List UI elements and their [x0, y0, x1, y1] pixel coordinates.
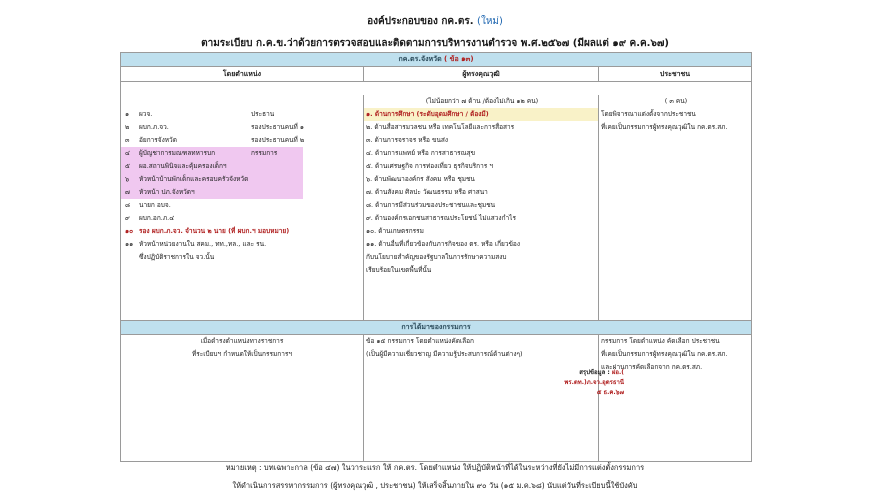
acquisition-position-column — [121, 335, 364, 461]
expert-field-row: ๑๑. ด้านอื่นที่เกี่ยวข้องกับภารกิจของ ตร. หรือ เกี่ยวข้อง — [366, 240, 521, 248]
acquisition-public-line: ที่เคยเป็นกรรมการผู้ทรงคุณวุฒิใน กค.ตร.สภ. — [601, 350, 728, 358]
summary-stamp — [520, 368, 624, 398]
title-text: องค์ประกอบของ กค.ตร. — [367, 16, 474, 27]
acquisition-expert-column — [364, 335, 599, 461]
expert-field-row: ๖. ด้านพัฒนาองค์กร สังคม หรือ ชุมชน — [366, 175, 475, 183]
expert-limit-note: (ไม่น้อยกว่า ๗ ด้าน /ต้องไม่เกิน ๑๒ คน) — [425, 97, 539, 105]
position-member-row — [121, 225, 363, 238]
position-member-row — [121, 238, 363, 251]
member-number: ๗ — [125, 188, 130, 196]
summary-label: สรุปข้อมูล : — [579, 369, 610, 376]
position-member-row — [121, 134, 363, 147]
header-experts: ผู้ทรงคุณวุฒิ — [364, 67, 599, 81]
summary-by: ฝอ.( พร.ตท.)ภ.จว.อุดรธานี — [564, 369, 624, 386]
header-by-position: โดยตำแหน่ง — [121, 67, 364, 81]
expert-field-row: เรียบร้อยในเขตพื้นที่นั้น — [366, 266, 432, 274]
acquisition-public-line: และผ่านการคัดเลือกจาก กค.ตร.สภ. — [601, 363, 703, 371]
member-name: อัยการจังหวัด — [139, 136, 177, 144]
table-header-row — [121, 67, 751, 82]
member-number: ๓ — [125, 136, 130, 144]
expert-field-row: ๔. ด้านการแพทย์ หรือ การสาธารณสุข — [366, 149, 476, 157]
position-member-row — [121, 199, 363, 212]
member-name: หัวหน้า ปภ.จังหวัดฯ — [139, 188, 195, 196]
public-line: ที่เคยเป็นกรรมการผู้ทรงคุณวุฒิใน กค.ตร.สภ. — [601, 123, 728, 131]
summary-date: ๕ ธ.ค.๖๗ — [596, 389, 624, 396]
acquisition-expert-line: (เป็นผู้มีความเชี่ยวชาญ มีความรู้ประสบการณ์ด้านต่างๆ) — [366, 350, 523, 358]
member-number: ๘ — [125, 201, 131, 209]
position-member-row — [121, 186, 303, 199]
expert-field-row: ๕. ด้านเศรษฐกิจ การท่องเที่ยว ธุรกิจบริการ ฯ — [366, 162, 493, 170]
expert-field-row: ๘. ด้านการมีส่วนร่วมของประชาชนและชุมชน — [366, 201, 496, 209]
members-section — [121, 95, 751, 321]
expert-fields-column — [364, 95, 599, 320]
expert-field-row: ๑๐. ด้านเกษตรกรรม — [366, 227, 424, 235]
position-member-row — [121, 121, 363, 134]
public-count-note: ( ๓ คน) — [664, 97, 688, 105]
member-name: รอง ผบก.ภ.จว. จำนวน ๒ นาย (ที่ ผบก.ฯ มอบหมาย) — [139, 227, 290, 235]
member-number: ๖ — [125, 175, 130, 183]
band-label: กค.ตร.จังหวัด — [398, 55, 442, 63]
expert-field-row: ๗. ด้านสังคม ศิลปะ วัฒนธรรม หรือ ศาสนา — [366, 188, 488, 196]
expert-field-row: ๙. ด้านองค์กรเอกชนสาธารณประโยชน์ ไม่แสวงกำไร — [366, 214, 516, 222]
expert-field-row: ๒. ด้านสื่อสารมวลชน หรือ เทคโนโลยีและการสื่อสาร — [366, 123, 515, 131]
member-role: ประธาน — [251, 110, 275, 118]
position-member-row — [121, 147, 303, 160]
document-subtitle: ตามระเบียบ ก.ค.ข.ว่าด้วยการตรวจสอบและติดตามการบริหารงานตำรวจ พ.ศ.๒๕๖๗ (มีผลแต่ ๑๙ ค.ค.๖๗) — [201, 38, 669, 49]
acquisition-band: การได้มาของกรรมการ — [121, 321, 751, 335]
acquisition-position-line: เมื่อดำรงตำแหน่งทางราชการ — [200, 337, 284, 345]
position-members-column — [121, 95, 364, 320]
position-member-row — [121, 212, 363, 225]
position-member-row — [121, 251, 363, 264]
member-name: ผู้บัญชาการมณฑลทหารบก — [139, 149, 216, 157]
table-band — [121, 53, 751, 67]
acquisition-position-line: ที่ระเบียบฯ กำหนดให้เป็นกรรมการฯ — [192, 350, 292, 358]
member-name: ผอ.สถานพินิจและคุ้มครองเด็กฯ — [139, 162, 227, 170]
member-name: ซึ่งปฏิบัติราชการใน จว.นั้น — [139, 253, 215, 261]
member-number: ๙ — [125, 214, 130, 222]
member-role: รองประธานคนที่ ๑ — [251, 123, 305, 131]
position-member-row — [121, 173, 303, 186]
header-public: ประชาชน — [659, 70, 691, 78]
member-role: กรรมการ — [251, 149, 278, 157]
expert-field-row: ๓. ด้านการจราจร หรือ ขนส่ง — [366, 136, 449, 144]
member-name: นายก อบจ. — [139, 201, 171, 209]
member-number: ๕ — [125, 162, 130, 170]
member-number: ๔ — [125, 149, 130, 157]
band-clause: ( ข้อ ๑๓) — [444, 55, 474, 63]
member-name: หัวหน้าบ้านพักเด็กและครอบครัวจังหวัด — [139, 175, 249, 183]
acquisition-public-column — [599, 335, 751, 461]
composition-table — [120, 52, 752, 462]
title-new-tag: (ใหม่) — [477, 16, 503, 27]
member-name: หัวหน้าหน่วยงานใน สคม., ทท.,ทล., และ รน. — [139, 240, 267, 248]
acquisition-section — [121, 335, 751, 461]
member-number: ๑๑ — [125, 240, 134, 248]
public-members-column — [599, 95, 751, 320]
member-name: ผวจ. — [139, 110, 153, 118]
member-role: รองประธานคนที่ ๒ — [251, 136, 305, 144]
position-member-row — [121, 160, 303, 173]
expert-field-row: กับนโยบายสำคัญของรัฐบาลในการรักษาความสงบ — [366, 253, 507, 261]
member-number: ๑ — [125, 110, 130, 118]
member-number: ๒ — [125, 123, 130, 131]
document-title — [0, 14, 870, 29]
expert-field-row: ๑. ด้านการศึกษา (ระดับอุดมศึกษา / ต้องมี) — [364, 108, 598, 121]
member-name: ผบก.อก.ภ.๔ — [139, 214, 175, 222]
footnote-line-2: ให้ดำเนินการสรรหากรรมการ (ผู้ทรงคุณวุฒิ , ประชาชน) ให้เสร็จสิ้นภายใน ๙๐ วัน (๑๕ ม.ค.๖๘) นับแต่วันที่ระเบียบนี้ใช้บังคับ — [232, 481, 638, 490]
acquisition-expert-line: ข้อ ๑๕ กรรมการ โดยตำแหน่งคัดเลือก — [366, 337, 474, 345]
position-member-row — [121, 108, 363, 121]
acquisition-public-line: กรรมการ โดยตำแหน่ง คัดเลือก ประชาชน — [601, 337, 720, 345]
public-line: โดยพิจารณาแต่งตั้งจากประชาชน — [601, 110, 696, 118]
footnote-line-1: หมายเหตุ : บทเฉพาะกาล (ข้อ ๔๗) ในวาระแรก ให้ กค.ตร. โดยตำแหน่ง ให้ปฏิบัติหน้าที่ได้ในระหว่างที่ยังไม่มีการแต่งตั้งกรรมการ — [225, 463, 645, 472]
member-name: ผบก.ภ.จว. — [139, 123, 169, 131]
member-number: ๑๐ — [125, 227, 134, 235]
